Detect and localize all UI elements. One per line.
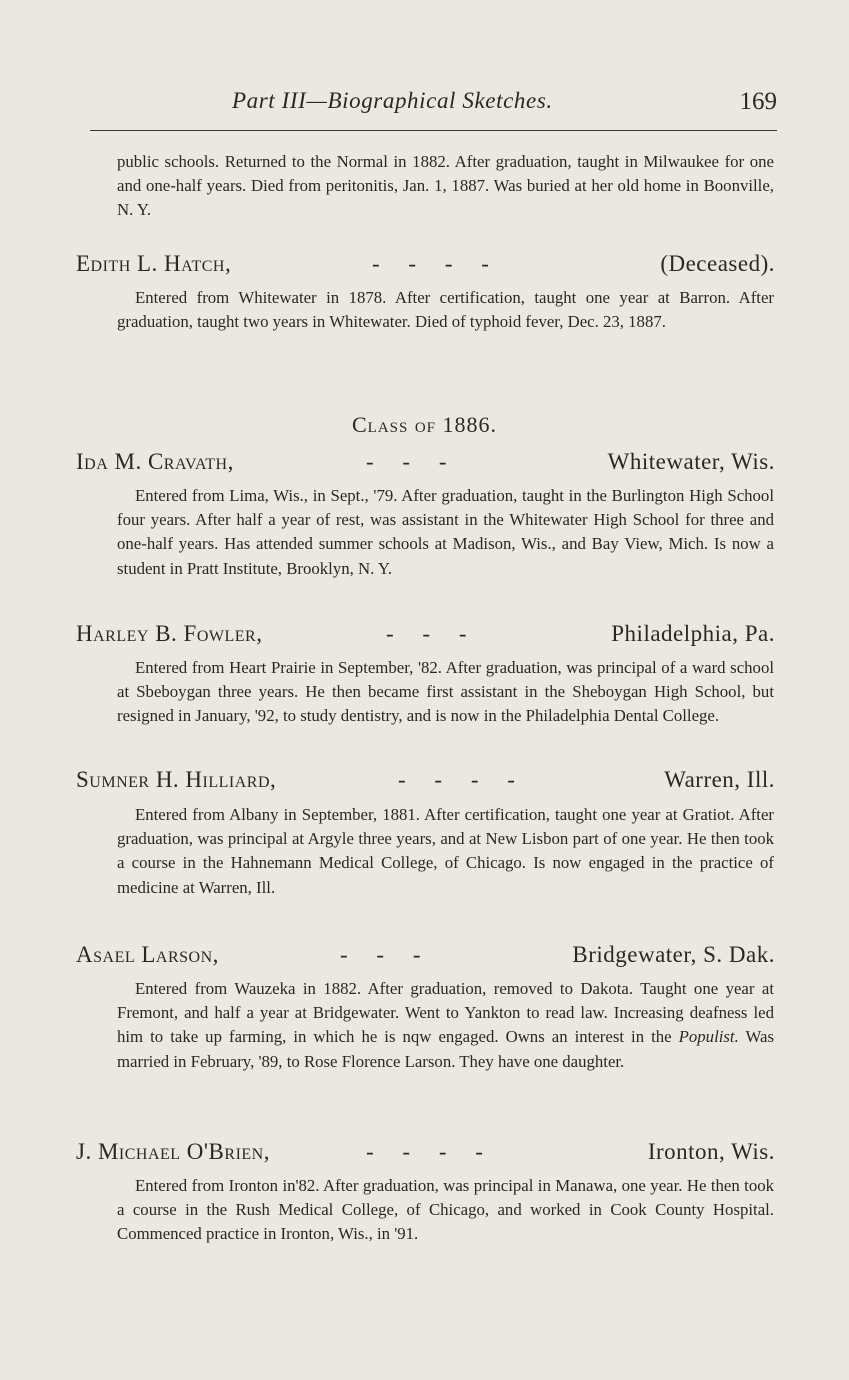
entry-place: Philadelphia, Pa. [611,621,775,646]
entry-name: Edith L. Hatch, [76,251,232,276]
entry-dashes: - - - [386,621,467,646]
newspaper-title: Populist. [678,1027,739,1047]
entry-heading [76,251,775,281]
entry-name: Sumner H. Hilliard, [76,767,277,792]
entry-heading [76,767,775,797]
entry-paragraph: Entered from Heart Prairie in September, '82. After graduation, was principal of a ward school at Sbeboygan three years. He then became first assistant in the Sheboygan High School, but resigned in January, '92, to study dentistry, and is now in the Philadelphia Dental College. [117,658,774,726]
entry-heading [76,1139,775,1169]
entry-name: Ida M. Cravath, [76,449,234,474]
entry-name: J. Michael O'Brien, [76,1139,270,1164]
entry-dashes: - - - [340,942,421,967]
entry-heading [76,942,775,972]
entry-paragraph: Entered from Lima, Wis., in Sept., '79. After graduation, taught in the Burlington High School four years. After half a year of rest, was assistant in the Whitewater High School for three and one-half years. Has attended summer schools at Madison, Wis., and Bay View, Mich. Is now a student in Pratt Institute, Brooklyn, N. Y. [117,486,774,578]
running-head-title: Part III—Biographical Sketches. [232,88,553,113]
continuation-paragraph: public schools. Returned to the Normal in 1882. After graduation, taught in Milwaukee for one and one-half years. Died from peritonitis, Jan. 1, 1887. Was buried at her old home in Boonville, N. Y. [117,152,774,220]
entry-paragraph [117,977,774,1074]
entry-dashes: - - - [366,449,447,474]
entry-dashes: - - - - [366,1139,484,1164]
entry-paragraph: Entered from Albany in September, 1881. After certification, taught one year at Gratiot. After graduation, was principal at Argyle three years, and at New Lisbon part of one year. He then took a course in the Hahnemann Medical College, of Chicago. Is now engaged in the practice of medicine at Warren, Ill. [117,805,774,897]
entry-place: Ironton, Wis. [647,1139,775,1164]
page-number: 169 [739,88,777,115]
entry-text-part: Entered from Wauzeka in 1882. After graduation, removed to Dakota. Taught one year at Fremont, and half a year at Bridgewater. Went to Yankton to read law. Increasing deafness led him to take up farming, in which he is nqw engaged. Owns an interest in the [117,979,774,1047]
entry-dashes: - - - - [398,767,516,792]
entry-paragraph: Entered from Ironton in'82. After graduation, was principal in Manawa, one year. He then took a course in the Rush Medical College, of Chicago, and worked in Cook County Hospital. Commenced practice in Ironton, Wis., in '91. [117,1176,774,1244]
entry-heading [76,621,775,651]
entry-name: Asael Larson, [76,942,219,967]
class-heading: Class of 1886. [351,412,498,437]
entry-name: Harley B. Fowler, [76,621,263,646]
entry-paragraph: Entered from Whitewater in 1878. After certification, taught one year at Barron. After graduation, taught two years in Whitewater. Died of typhoid fever, Dec. 23, 1887. [117,288,774,332]
entry-place: (Deceased). [660,251,775,276]
entry-text-part: Was married in February, '89, to Rose Florence Larson. They have one daughter. [117,1027,774,1071]
entry-dashes: - - - - [372,251,490,276]
header-rule [90,130,777,131]
entry-place: Warren, Ill. [664,767,775,792]
running-head [117,88,777,124]
entry-heading [76,449,775,479]
entry-place: Whitewater, Wis. [607,449,775,474]
entry-place: Bridgewater, S. Dak. [572,942,775,967]
